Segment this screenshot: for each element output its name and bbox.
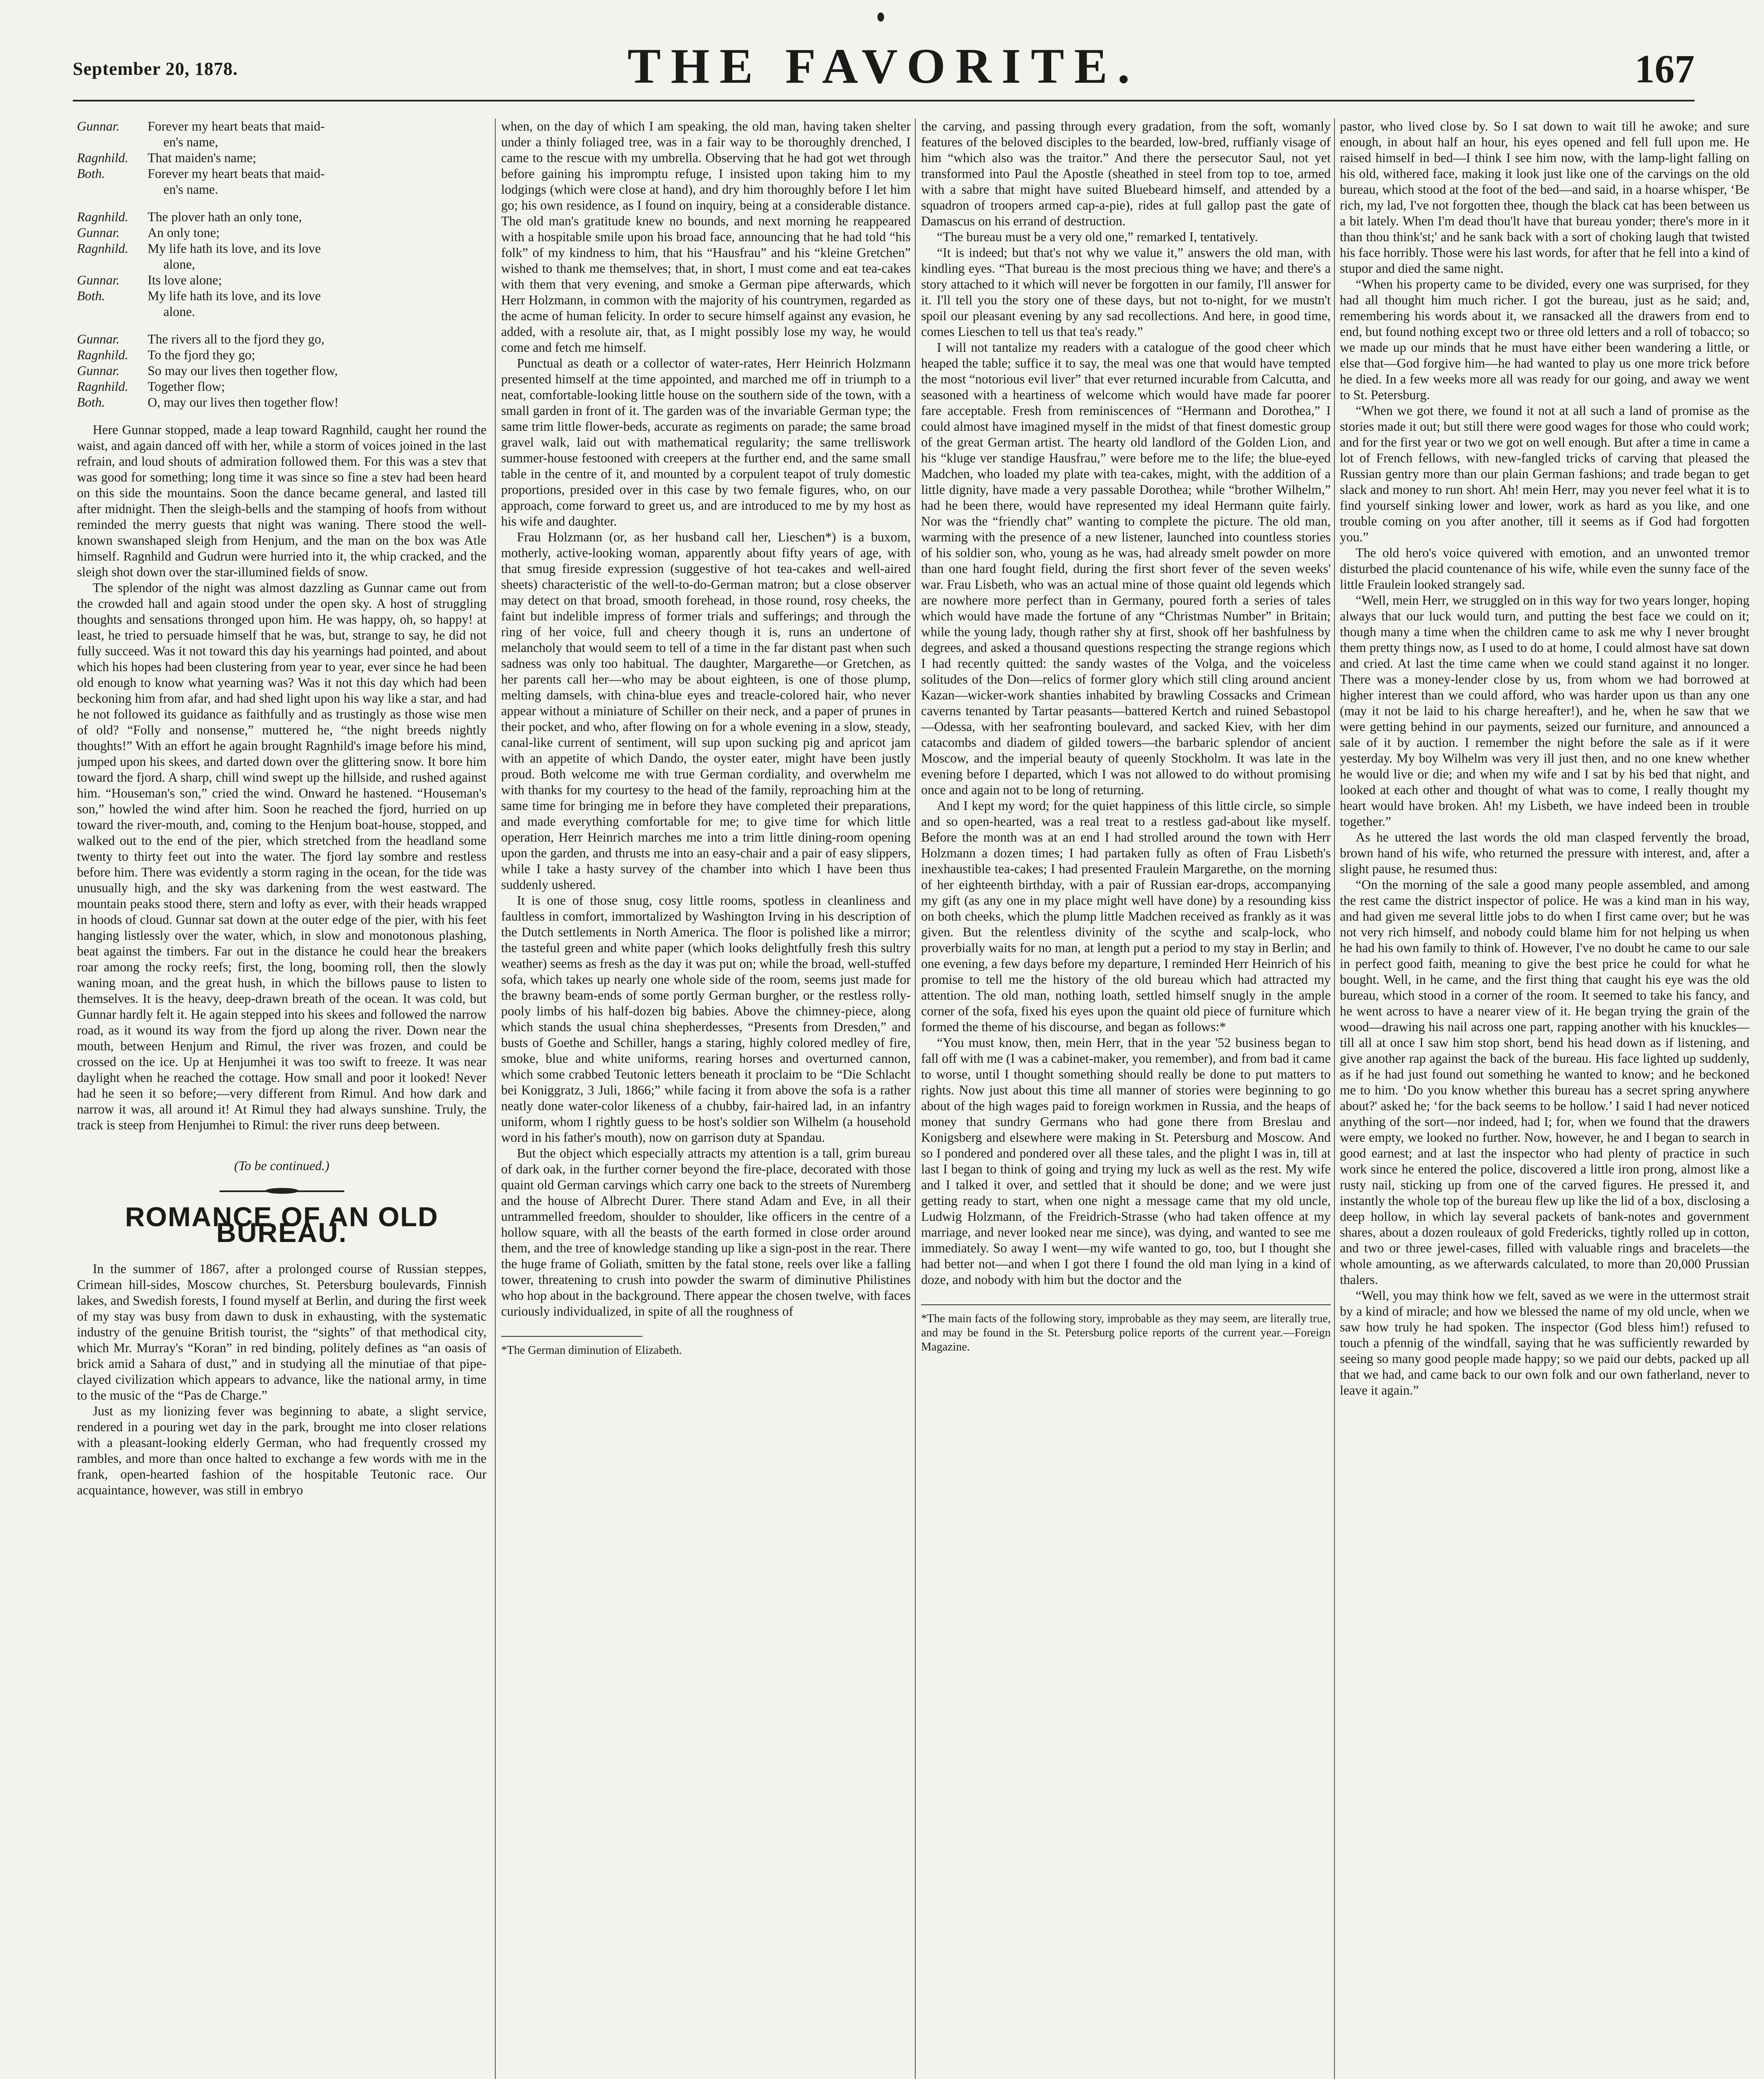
verse-text: The rivers all to the fjord they go, [148, 332, 325, 346]
speaker: Ragnhild. [77, 151, 128, 165]
speaker: Ragnhild. [77, 379, 128, 394]
paragraph: “The bureau must be a very old one,” remarked I, tentatively. [937, 230, 1258, 244]
verse-text: The plover hath an only tone, [148, 210, 302, 224]
verse-text: That maiden's name; [148, 151, 257, 165]
poem-line [77, 241, 487, 272]
masthead-title: THE FAVORITE. [627, 38, 1140, 94]
speaker: Gunnar. [77, 225, 120, 240]
page-number: 167 [1635, 47, 1695, 91]
poem-line [77, 331, 487, 347]
verse-continuation: en's name, [163, 135, 218, 149]
paragraph: “On the morning of the sale a good many people assembled, and among the rest came the district inspector of police. He was a kind man in his way, and had given me several little jobs to do when I first came over; but he was not very rich himself, and nobody could blame him for not helping us when he had his own family to think of. However, I've no doubt he came to our sale in perfect good faith, meaning to give the best price he could for what he bought. Well, in he came, and the first thing that caught his eye was the old bureau, which stood in a corner of the room. It seemed to take his fancy, and he went across to have a nearer view of it. He began trying the grain of the wood—drawing his nail across one part, rapping another with his knuckles—till all at once I saw him stop short, bend his head down as if listening, and give another rap against the back of the bureau. His face lighted up suddenly, as if he had just found out something he wanted to know; and he beckoned me to him. ‘Do you know whether this bureau has a secret spring anywhere about?' asked he; ‘for the back seems to be hollow.’ I said I had never noticed anything of the sort—nor indeed, had I; for, when we found that the drawers were empty, we looked no further. Now, however, he and I began to search in good earnest; and at last the inspector who had plenty of practice in such work since he entered the police, discovered a little iron prong, almost like a rusty nail, sticking up from one of the carved figures. He pressed it, and instantly the whole top of the bureau flew up like the lid of a box, disclosing a deep hollow, in which lay several packets of bank-notes and government shares, about a dozen rouleaux of gold Fredericks, tightly rolled up in cotton, and two or three jewel-cases, filled with valuable rings and bracelets—the whole amounting, as we afterwards calculated, to more than 20,000 Prussian thalers. [1340, 877, 1749, 1287]
poem-line [77, 395, 487, 410]
paragraph: I will not tantalize my readers with a catalogue of the good cheer which heaped the table; suffice it to say, the meal was one that would have tempted the most “notorious evil liver” that ever returned incurable from Calcutta, and seasoned with a heartiness of welcome which would have made far poorer fare acceptable. Fresh from reminiscences of “Hermann and Dorothea,” I could almost have imagined myself in the midst of that finest domestic group of the great German artist. The hearty old landlord of the Golden Lion, and his “kluge ver standige Hausfrau,” were before me to the life; the blue-eyed Madchen, who loaded my plate with tea-cakes, might, with the addition of a little dignity, have made a very passable Dorothea; while “brother Wilhelm,” had he been there, would have represented my ideal Hermann quite fairly. Nor was the “friendly chat” wanting to complete the picture. The old man, warming with the presence of a new listener, launched into countless stories of his soldier son, who, young as he was, had already smelt powder on more than one hard fought field, during the first short fever of the seven weeks' war. Frau Lisbeth, who was an actual mine of those quaint old legends which are nowhere more perfect than in Germany, poured forth a series of tales which would have made the fortune of any “Christmas Number” in Britain; while the young lady, though rather shy at first, shook off her bashfulness by degrees, and asked a thousand questions respecting the strange regions which I had recently quitted: the sandy wastes of the Volga, and the voiceless solitudes of the Don—relics of former glory which still cling around ancient Kazan—wicker-work shanties inhabited by brawling Cossacks and Crimean caverns tenanted by Tartar peasants—battered Kertch and ruined Sebastopol—Odessa, with her seafronting boulevard, and sacked Kiev, with her dim catacombs and diadem of gilded towers—the barbaric splendor of ancient Moscow, and the imperial beauty of queenly Stockholm. It was late in the evening before I departed, which I was not allowed to do without promising once and again not to be long of returning. [921, 340, 1331, 797]
column-rule [495, 119, 496, 2079]
paragraph: Frau Holzmann (or, as her husband call her, Lieschen*) is a buxom, motherly, active-looking woman, apparently about fifty years of age, with that smug fireside expression (suggestive of hot tea-cakes and well-aired sheets) characteristic of the well-to-do-German matron; but a close observer may detect on that broad, smooth forehead, in those round, rosy cheeks, the faint but indelible impress of former trials and sufferings; and through the ring of her voice, full and cheery though it is, runs an undertone of melancholy that would seem to tell of a time in the far distant past when such sadness was only too habitual. The daughter, Margarethe—or Gretchen, as her parents call her—who may be about eighteen, is one of those plump, melting damsels, with china-blue eyes and treacle-colored hair, who never appear without a miniature of Schiller on their neck, and a paper of prunes in their pocket, and who, after flowing on for a whole evening in a slow, steady, canal-like current of sentiment, will sup upon sucking pig and apricot jam with an appetite of which Dando, the oyster eater, might have been justly proud. Both welcome me with true German cordiality, and overwhelm me with thanks for my courtesy to the head of the family, reproaching him at the same time for bringing me in before they have completed their preparations, and made everything comfortable for me; to give time for which little operation, Herr Heinrich marches me into a trim little dining-room opening upon the garden, and thrusts me into an easy-chair and a pair of easy slippers, while I take a hasty survey of the chamber into which I have been thus suddenly ushered. [501, 530, 911, 892]
paragraph: “When his property came to be divided, every one was surprised, for they had all thought him much richer. I got the bureau, just as he said; and, remembering his words about it, we ransacked all the drawers from end to end, but found nothing except two or three old letters and a roll of tobacco; so we made up our minds that he must have either been wandering a little, or else that—God forgive him—he had wanted to play us one more trick before he died. In a few weeks more all was ready for our going, and away we went to St. Petersburg. [1340, 277, 1749, 402]
verse-text: Together flow; [148, 379, 225, 394]
paragraph: It is one of those snug, cosy little rooms, spotless in cleanliness and faultless in comfort, immortalized by Washington Irving in his description of the Dutch settlements in North America. The floor is polished like a mirror; the tasteful green and white paper (which looks delightfully fresh this sultry weather) seems as fresh as the day it was put on; while the broad, well-stuffed sofa, which takes up nearly one whole side of the room, seems just made for the brawny beam-ends of some portly German burgher, or the restless rolly-pooly limbs of his half-dozen big babies. Above the chimney-piece, along which stands the usual china shepherdesses, “Presents from Dresden,” and busts of Goethe and Schiller, hangs a staring, highly colored medley of fire, smoke, blue and white uniforms, rearing horses and overturned cannon, which some crabbed Teutonic letters beneath it proclaim to be “Die Schlacht bei Koniggratz, 3 Juli, 1866;” while facing it from above the sofa is a rather neatly done water-color likeness of a chubby, fair-haired lad, in an infantry uniform, whom I rightly guess to be host's soldier son Wilhelm (a household word in his father's mouth), now on garrison duty at Spandau. [501, 893, 911, 1145]
column-2 [501, 119, 911, 2079]
poem-stanza [77, 119, 487, 198]
paragraph: “When we got there, we found it not at all such a land of promise as the stories made it out; but still there were good wages for those who could work; and for the first year or two we got on well enough. But after a time in came a lot of French fellows, with new-fangled tricks of carving that pleased the Russian gentry more than our plain German fashions; and trade began to get slack and money to run short. Ah! mein Herr, may you never feel what it is to find yourself sinking lower and lower, work as hard as you like, and one trouble coming on you after another, till it seems as if God had forgotten you.” [1340, 403, 1749, 544]
speaker: Ragnhild. [77, 210, 128, 224]
footnote: *The main facts of the following story, improbable as they may seem, are literally true, and may be found in the St. Petersburg police reports of the current year.—Foreign Magazine. [921, 1304, 1331, 1354]
verse-text: O, may our lives then together flow! [148, 395, 339, 410]
verse-text: Its love alone; [148, 273, 222, 287]
paragraph: As he uttered the last words the old man clasped fervently the broad, brown hand of his wife, who returned the pressure with interest, and, after a slight pause, he resumed thus: [1340, 830, 1749, 876]
ink-mark [877, 12, 884, 22]
verse-text: Forever my heart beats that maid- [148, 119, 325, 133]
column-4 [1340, 119, 1749, 2079]
paragraph: “You must know, then, mein Herr, that in the year '52 business began to fall off with me (I was a cabinet-maker, you remember), and from bad it came to worse, until I thought something should really be done to put matters to rights. Now just about this time all manner of stories were beginning to go about of the high wages paid to foreign workmen in Russia, and the heaps of money that sundry Germans who had gone there from Breslau and Konigsberg and elsewhere were making in St. Petersburg and Moscow. And so I pondered and pondered over all these tales, and the plight I was in, till at last I began to think of going and trying my luck as well as the rest. My wife and I talked it over, and settled that it should be done; and we were just getting ready to start, when one night a message came that my old uncle, Ludwig Holzmann, of the Freidrich-Strasse (who had taken offence at my marriage, and never looked near me since), was dying, and wanted to see me immediately. So away I went—my wife wanted to go, too, but I thought she had better not—and when I got there I found the old man lying in a kind of doze, and nobody with him but the doctor and the [921, 1035, 1331, 1287]
speaker: Gunnar. [77, 363, 120, 378]
column-3 [921, 119, 1331, 2079]
paragraph: the carving, and passing through every gradation, from the soft, womanly features of the beloved disciples to the bearded, low-bred, ruffianly visage of him “which also was the traitor.” And there the persecutor Saul, not yet transformed into Paul the Apostle (sheathed in steel from top to toe, armed with a sabre that might have suited Bluebeard himself, and attended by a squadron of troopers armed cap-a-pie), rides at full gallop past the gate of Damascus on his errand of destruction. [921, 119, 1331, 228]
paragraph: Just as my lionizing fever was beginning to abate, a slight service, rendered in a pouring wet day in the park, brought me into closer relations with a pleasant-looking elderly German, who had frequently crossed my rambles, and more than once halted to exchange a few words with me in the frank, open-hearted fashion of the hospitable Teutonic race. Our acquaintance, however, was still in embryo [77, 1404, 487, 1497]
poem-line [77, 209, 487, 225]
paragraph: “Well, you may think how we felt, saved as we were in the uttermost strait by a kind of miracle; and how we blessed the name of my old uncle, when we saw how truly he had spoken. The inspector (God bless him!) refused to touch a pfennig of the windfall, saying that he was sufficiently rewarded by seeing so many good people made happy; so we paid our debts, packed up all that we had, and came back to our own folk and our own fatherland, never to leave it again.” [1340, 1288, 1749, 1398]
verse-continuation: alone. [163, 304, 195, 319]
speaker: Both. [77, 289, 105, 303]
header-rule [73, 100, 1695, 101]
paragraph: The old hero's voice quivered with emotion, and an unwonted tremor disturbed the placid countenance of his wife, while even the sunny face of the little Fraulein looked strangely sad. [1340, 546, 1749, 592]
paragraph: But the object which especially attracts my attention is a tall, grim bureau of dark oak, in the further corner beyond the fire-place, decorated with those quaint old German carvings which carry one back to the streets of Nuremberg and the house of Albrecht Durer. There stand Adam and Eve, in all their untrammelled freedom, shoulder to shoulder, like officers in the centre of a hollow square, with all the beasts of the earth formed in close order around them, and the tree of knowledge standing up like a sign-post in the rear. There the huge frame of Goliath, smitten by the fatal stone, reels over like a falling tower, threatening to crush into powder the swarm of diminutive Philistines who hop about in the background. There appear the chosen twelve, with faces curiously individualized, in spite of all the roughness of [501, 1146, 911, 1319]
speaker: Both. [77, 395, 105, 410]
footnote: *The German diminution of Elizabeth. [501, 1344, 682, 1357]
poem-stanza [77, 209, 487, 320]
verse-text: My life hath its love, and its love [148, 241, 321, 256]
paragraph: “Well, mein Herr, we struggled on in this way for two years longer, hoping always that our luck would turn, and putting the best face we could on it; though many a time when the children came to ask me why I never brought them pretty things now, as I used to do at home, I could almost have sat down and cried. At last the time came when we could stand against it no longer. There was a money-lender close by us, from whom we had borrowed at higher interest than we could afford, who was harder upon us than any one (may it not be laid to his charge hereafter!), and he, when he saw that we were getting behind in our payments, seized our furniture, and announced a sale of it by auction. I remember the night before the sale as if it were yesterday. My boy Wilhelm was very ill just then, and no one knew whether he would live or die; and when my wife and I sat by his bed that night, and looked at each other and thought of what was to come, I really thought my heart would have broken. Ah! my Lisbeth, we have indeed been in trouble together.” [1340, 593, 1749, 829]
poem-line [77, 166, 487, 198]
verse-text: To the fjord they go; [148, 348, 255, 362]
speaker: Both. [77, 166, 105, 181]
verse-text: An only tone; [148, 225, 220, 240]
paragraph: The splendor of the night was almost dazzling as Gunnar came out from the crowded hall and again stood under the open sky. A host of struggling thoughts and sensations thronged upon him. He was happy, oh, so happy! at least, he tried to persuade himself that he was, but, strange to say, he did not fully succeed. Was it not toward this day his yearnings had pointed, and about which his hopes had been clustering from year to year, ever since he had been old enough to know what yearning was? Was it not this day which had been beckoning him from afar, and had shed light upon his way like a star, and had he not followed its guidance as faithfully and as trustingly as those wise men of old? “Folly and nonsense,” muttered he, “the night breeds nightly thoughts!” With an effort he again brought Ragnhild's image before his mind, jumped upon his skees, and darted down over the glittering snow. It bore him toward the fjord. A sharp, chill wind swept up the hillside, and rushed against him. “Houseman's son,” cried the wind. Onward he hastened. “Houseman's son,” howled the wind after him. Soon he reached the fjord, hurried on up toward the river-mouth, and, coming to the Henjum boat-house, stopped, and walked out to the end of the pier, which stretched from the headland some twenty to thirty feet out into the water. The fjord lay sombre and restless before him. There was evidently a storm raging in the ocean, for the tide was unusually high, and the sky was darkening from the west eastward. The mountain peaks stood there, stern and lofty as ever, with their heads wrapped in hoods of cloud. Gunnar sat down at the outer edge of the pier, with his feet hanging listlessly over the water, which, in slow and monotonous plashing, beat against the timbers. Far out in the distance he could hear the breakers roar among the rocky reefs; first, the long, booming roll, then the slowly waning moan, and the great hush, in which the billows pause to listen to themselves. It is the heavy, deep-drawn breath of the ocean. It was cold, but Gunnar hardly felt it. He again stepped into his skees and followed the narrow road, as it wound its way from the fjord up along the river. Down near the mouth, between Henjum and Rimul, the river was frozen, and could be crossed on the ice. Up at Henjumhei it was too swift to freeze. It was near daylight when he reached the cottage. How small and poor it looked! Never had he seen it so before;—very different from Rimul. And how dark and narrow it was, all around it! At Rimul they had always sunshine. Truly, the track is steep from Henjumhei to Rimul: the river runs deep between. [77, 580, 487, 1132]
section-ornament [220, 1190, 344, 1192]
speaker: Ragnhild. [77, 348, 128, 362]
speaker: Gunnar. [77, 273, 120, 287]
poem-line [77, 347, 487, 363]
column-rule [915, 119, 916, 2079]
speaker: Ragnhild. [77, 241, 128, 256]
paragraph: And I kept my word; for the quiet happiness of this little circle, so simple and so open-hearted, was a real treat to a restless gad-about like myself. Before the month was at an end I had strolled around the town with Herr Holzmann a dozen times; I had partaken fully as often of Frau Lisbeth's inexhaustible tea-cakes; I had presented Fraulein Margarethe, on the morning of her eighteenth birthday, with a pair of Russian ear-drops, accompanying my gift (as any one in my place might well have done) by a resounding kiss on both cheeks, which the plump little Madchen received as frankly as it was given. But the relentless divinity of the scythe and scalp-lock, who proverbially waits for no man, at length put a period to my stay in Berlin; and one evening, a few days before my departure, I reminded Herr Heinrich of his promise to tell me the history of the old bureau which had attracted my attention. The old man, nothing loath, settled himself snugly in the ample corner of the sofa, fixed his eyes upon the quaint old piece of furniture which formed the theme of his discourse, and began as follows:* [921, 798, 1331, 1034]
column-rule [1334, 119, 1335, 2079]
paragraph: “It is indeed; but that's not why we value it,” answers the old man, with kindling eyes. “That bureau is the most precious thing we have; and there's a story attached to it which will never be forgotten in our family, I'll answer for it. I'll tell you the story one of these days, but not to-night, for we mustn't spoil our pleasant evening by any sad recollections. And here, in good time, comes Lieschen to tell us that tea's ready.” [921, 245, 1331, 339]
continued-note: (To be continued.) [234, 1158, 329, 1173]
column-1 [77, 119, 487, 2079]
paragraph: pastor, who lived close by. So I sat down to wait till he awoke; and sure enough, in about half an hour, his eyes opened and fell full upon me. He raised himself in bed—I think I see him now, with the lamp-light falling on his old, withered face, making it look just like one of the carvings on the old bureau, which stood at the foot of the bed—and said, in a hoarse whisper, ‘Be rich, my lad, I've not forgotten thee, though the black cat has been between us a bit lately. When I'm dead thou'lt have that bureau yonder; there's more in it than thou think'st;' and he sank back with a sort of choking laugh that twisted his face horribly. Those were his last words, for after that he fell into a kind of stupor and died the same night. [1340, 119, 1749, 276]
paragraph: Punctual as death or a collector of water-rates, Herr Heinrich Holzmann presented himself at the time appointed, and marched me off in triumph to a neat, comfortable-looking little house on the southern side of the town, with a small garden in front of it. The garden was of the invariable German type; the same trim little flower-beds, accurate as regiments on parade; the same broad gravel walk, laid out with mathematical regularity; the same trelliswork summer-house festooned with creepers at the further end, and the same small table in the centre of it, and mounted by a corpulent teapot of truly domestic proportions, presided over in this case by two female figures, who, on our approach, come forward to greet us, and are introduced to me by my host as his wife and daughter. [501, 356, 911, 528]
verse-text: So may our lives then together flow, [148, 363, 338, 378]
article-title: ROMANCE OF AN OLD BUREAU. [125, 1201, 439, 1248]
verse-text: Forever my heart beats that maid- [148, 166, 325, 181]
poem [77, 119, 487, 410]
speaker: Gunnar. [77, 119, 120, 133]
poem-line [77, 225, 487, 241]
poem-line [77, 272, 487, 288]
poem-line [77, 119, 487, 150]
paragraph: Here Gunnar stopped, made a leap toward Ragnhild, caught her round the waist, and again danced off with her, while a storm of voices joined in the last refrain, and loud shouts of admiration followed them. For this was a stev that was good for something; long time it was since so fine a stev had been heard on this side the mountains. Soon the dance became general, and lasted till after midnight. Then the sleigh-bells and the stamping of hoofs from without reminded the merry guests that night was waning. There stood the well-known swanshaped sleigh from Henjum, and the man on the box was Atle himself. Ragnhild and Gudrun were hurried into it, the whip cracked, and the sleigh shot down over the star-illumined fields of snow. [77, 422, 487, 579]
poem-line [77, 150, 487, 166]
poem-line [77, 379, 487, 395]
issue-date: September 20, 1878. [73, 59, 238, 79]
poem-stanza [77, 331, 487, 410]
footnote-rule [501, 1336, 642, 1337]
poem-line [77, 363, 487, 379]
poem-line [77, 288, 487, 320]
verse-continuation: en's name. [163, 182, 218, 197]
page-header [73, 29, 1695, 108]
paragraph: In the summer of 1867, after a prolonged course of Russian steppes, Crimean hill-sides, Moscow churches, St. Petersburg boulevards, Finnish lakes, and Swedish forests, I found myself at Berlin, and during the first week of my stay was busy from dawn to dusk in exhausting, with the systematic industry of the genuine British tourist, the “sights” of that methodical city, which Mr. Murray's “Koran” in red binding, politely defines as “an oasis of brick amid a Sahara of dust,” and in studying all the minutiae of that pipe-clayed civilization which appears to advance, like the national army, in time to the music of the “Pas de Charge.” [77, 1262, 487, 1402]
paragraph: when, on the day of which I am speaking, the old man, having taken shelter under a thinly foliaged tree, was in a fair way to be thoroughly drenched, I came to the rescue with my umbrella. Observing that he had got wet through before gaining his impromptu refuge, I insisted upon taking him to my lodgings (which were close at hand), and dry him thoroughly before I let him go; his own residence, as I found on inquiry, being at a considerable distance. The old man's gratitude knew no bounds, and next morning he reappeared with a hospitable smile upon his broad face, announcing that he had told “his folk” of my kindness to him, that his “Hausfrau” and his “kleine Gretchen” wished to thank me themselves; that, in short, I must come and eat tea-cakes with them that very evening, and smoke a German pipe afterwards, which Herr Holzmann, in common with the majority of his countrymen, regarded as the acme of human felicity. In order to secure himself against any evasion, he added, with a resolute air, that, as I might possibly lose my way, he would come and fetch me himself. [501, 119, 911, 355]
verse-continuation: alone, [163, 257, 195, 272]
speaker: Gunnar. [77, 332, 120, 346]
verse-text: My life hath its love, and its love [148, 289, 321, 303]
